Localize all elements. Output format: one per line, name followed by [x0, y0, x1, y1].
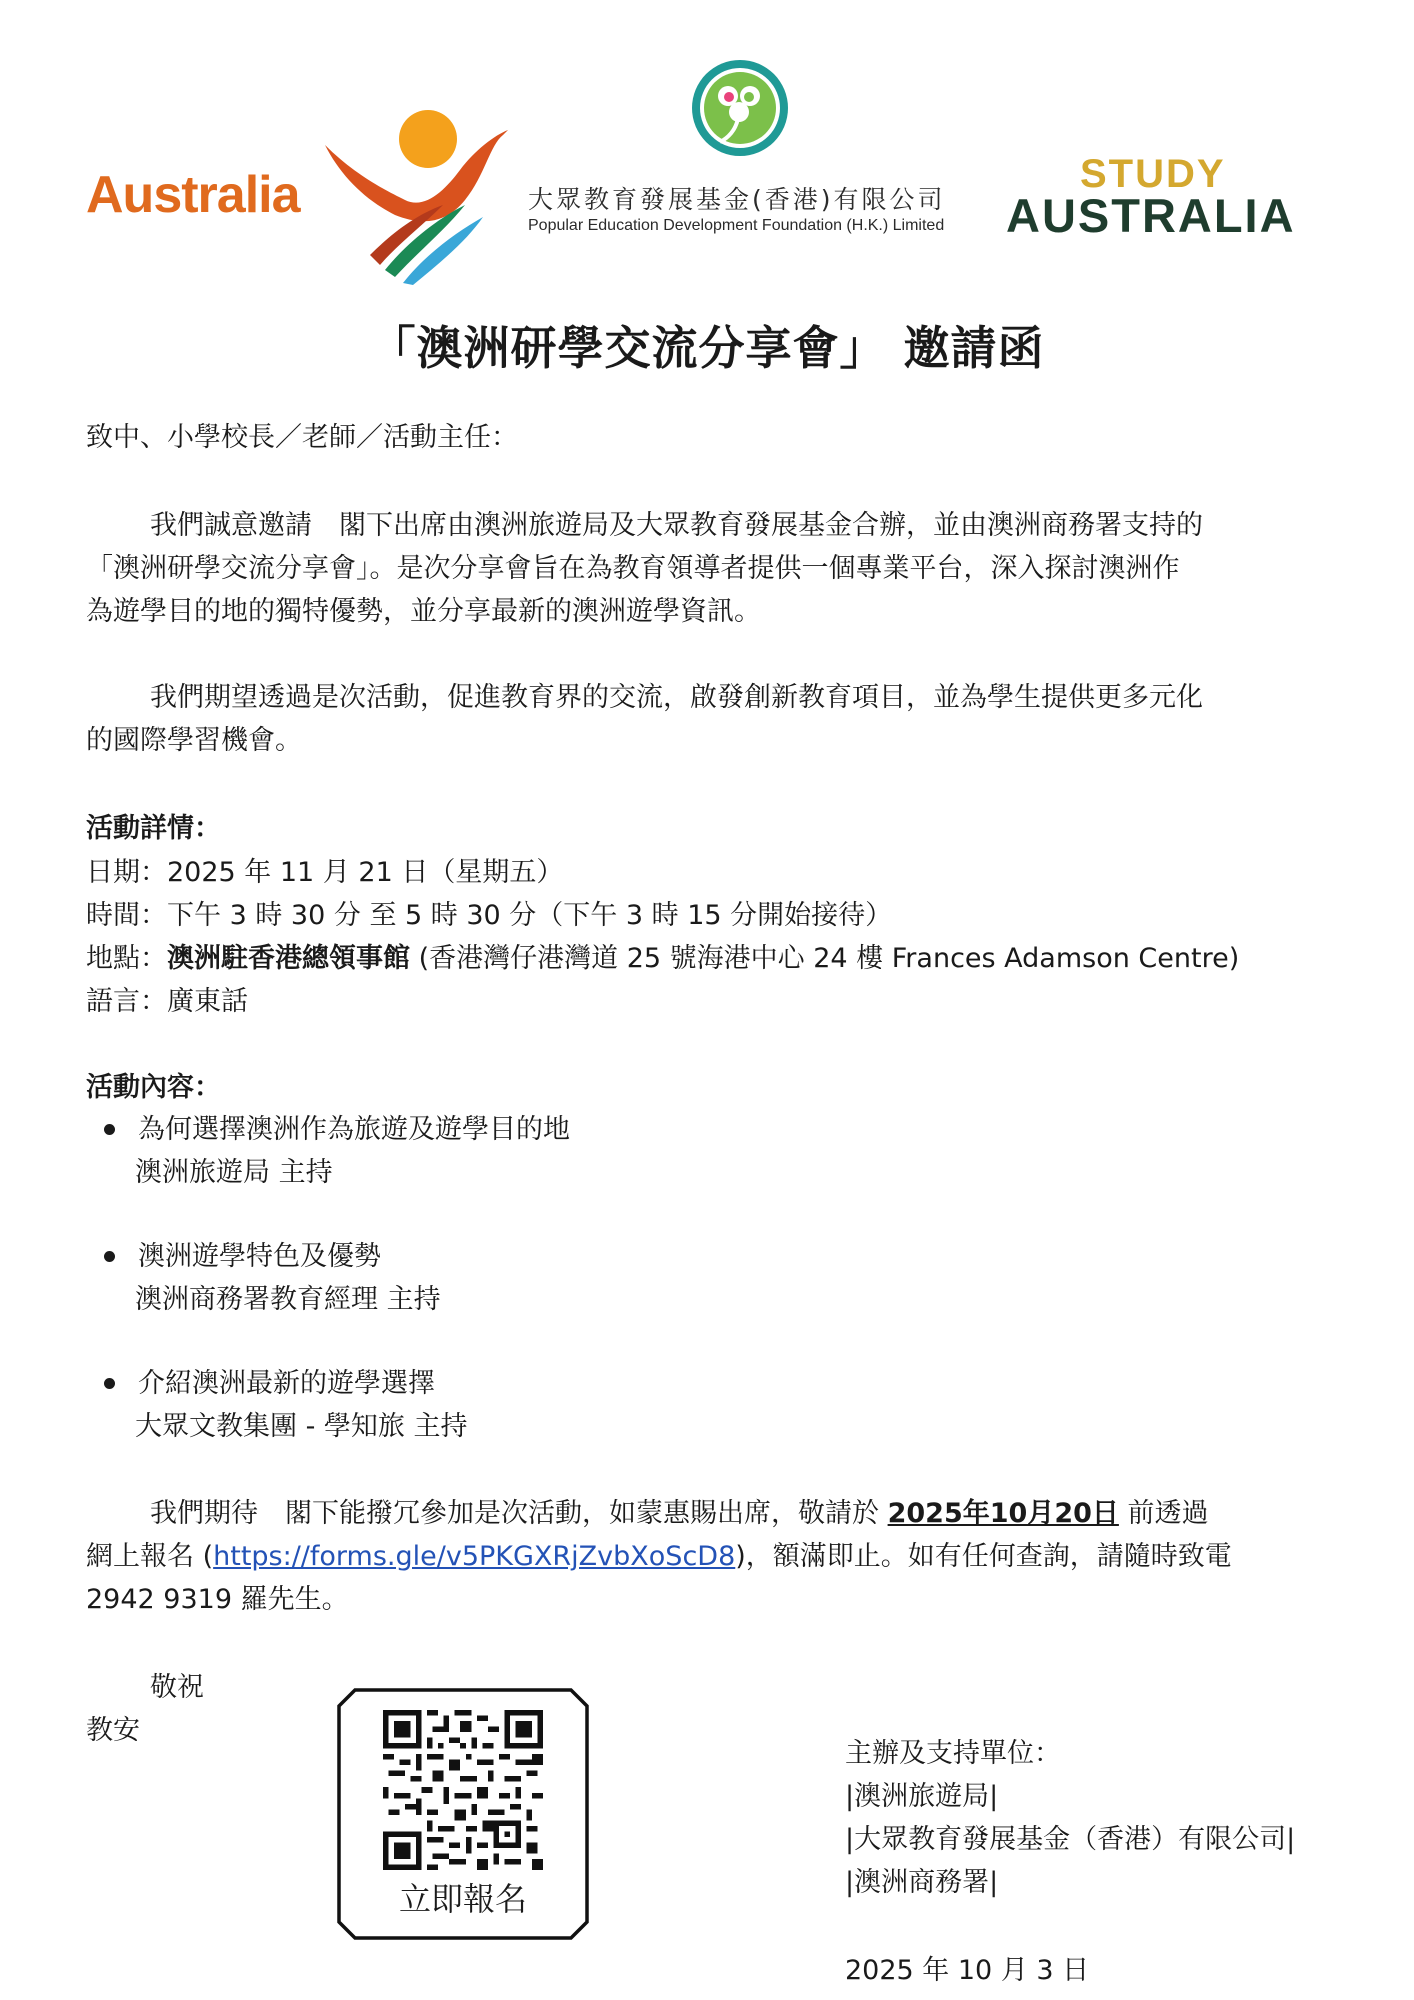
closing-wish: 教安 — [86, 1715, 140, 1746]
salutation: 致中、小學校長／老師／活動主任： — [86, 422, 518, 453]
tourism-australia-logo-text: Australia — [86, 166, 300, 224]
agenda-item-2-host: 澳洲商務署教育經理 主持 — [135, 1284, 441, 1315]
bullet-icon — [104, 1251, 115, 1262]
venue-address: (香港灣仔港灣道 25 號海港中心 24 樓 Frances Adamson Centre) — [410, 943, 1240, 974]
registration-text: 網上報名 ( — [86, 1541, 214, 1572]
bullet-icon — [104, 1378, 115, 1389]
registration-line-3: 2942 9319 羅先生。 — [86, 1584, 349, 1615]
registration-text: 前透過 — [1118, 1498, 1209, 1529]
qr-caption: 立即報名 — [398, 1880, 527, 1918]
event-venue — [86, 938, 1239, 980]
page-title: 「澳洲研學交流分享會」 邀請函 — [369, 321, 1045, 375]
letter-date: 2025 年 10 月 3 日 — [845, 1955, 1090, 1986]
intro-line-2: 「澳洲研學交流分享會」。是次分享會旨在為教育領導者提供一個專業平台，深入探討澳洲作 — [86, 553, 1180, 584]
agenda-item-1-topic: 為何選擇澳洲作為旅遊及遊學目的地 — [138, 1114, 570, 1145]
content-heading: 活動內容： — [86, 1072, 221, 1103]
agenda-item-1-host: 澳洲旅遊局 主持 — [135, 1157, 333, 1188]
study-australia-logo-australia: AUSTRALIA — [1006, 189, 1296, 242]
bullet-icon — [104, 1124, 115, 1135]
registration-form-link[interactable]: https://forms.gle/v5PKGXRjZvbXoScD8 — [213, 1541, 736, 1572]
agenda-item-3-topic: 介紹澳洲最新的遊學選擇 — [138, 1368, 435, 1399]
venue-label: 地點： — [86, 943, 167, 974]
agenda-item-2-topic: 澳洲遊學特色及優勢 — [138, 1241, 381, 1272]
organizer-tourism-australia: |澳洲旅遊局| — [845, 1781, 999, 1812]
pedf-name-english: Popular Education Development Foundation (H.K.) Limited — [528, 217, 945, 234]
agenda-item-3-host: 大眾文教集團 - 學知旅 主持 — [135, 1411, 468, 1442]
pedf-name-chinese: 大眾教育發展基金(香港)有限公司 — [528, 185, 946, 214]
organizer-austrade: |澳洲商務署| — [845, 1867, 999, 1898]
intro-line-1: 我們誠意邀請 閣下出席由澳洲旅遊局及大眾教育發展基金合辦，並由澳洲商務署支持的 — [150, 510, 1203, 541]
details-heading: 活動詳情： — [86, 813, 221, 844]
event-language: 語言：廣東話 — [86, 986, 248, 1017]
registration-qr-code[interactable] — [383, 1710, 543, 1870]
registration-deadline: 2025年10月20日 — [887, 1498, 1119, 1529]
hope-line-1: 我們期望透過是次活動，促進教育界的交流，啟發創新教育項目，並為學生提供更多元化 — [150, 682, 1203, 713]
registration-line-2 — [86, 1536, 1232, 1578]
tourism-australia-kangaroo-logo — [325, 105, 515, 285]
organizer-pedf: |大眾教育發展基金（香港）有限公司| — [845, 1824, 1296, 1855]
event-time: 時間：下午 3 時 30 分 至 5 時 30 分（下午 3 時 15 分開始接待） — [86, 900, 893, 931]
study-australia-logo-study: STUDY — [1080, 152, 1226, 196]
registration-text: 我們期待 閣下能撥冗參加是次活動，如蒙惠賜出席，敬請於 — [150, 1498, 888, 1529]
pedf-clover-emblem — [690, 58, 790, 158]
intro-line-3: 為遊學目的地的獨特優勢，並分享最新的澳洲遊學資訊。 — [86, 596, 761, 627]
registration-line-1 — [150, 1493, 1208, 1535]
organizers-heading: 主辦及支持單位： — [845, 1738, 1061, 1769]
registration-text: )，額滿即止。如有任何查詢，請隨時致電 — [735, 1541, 1232, 1572]
hope-line-2: 的國際學習機會。 — [86, 725, 302, 756]
closing-greeting: 敬祝 — [150, 1672, 204, 1703]
venue-name: 澳洲駐香港總領事館 — [167, 943, 410, 974]
event-date: 日期：2025 年 11 月 21 日（星期五） — [86, 857, 564, 888]
